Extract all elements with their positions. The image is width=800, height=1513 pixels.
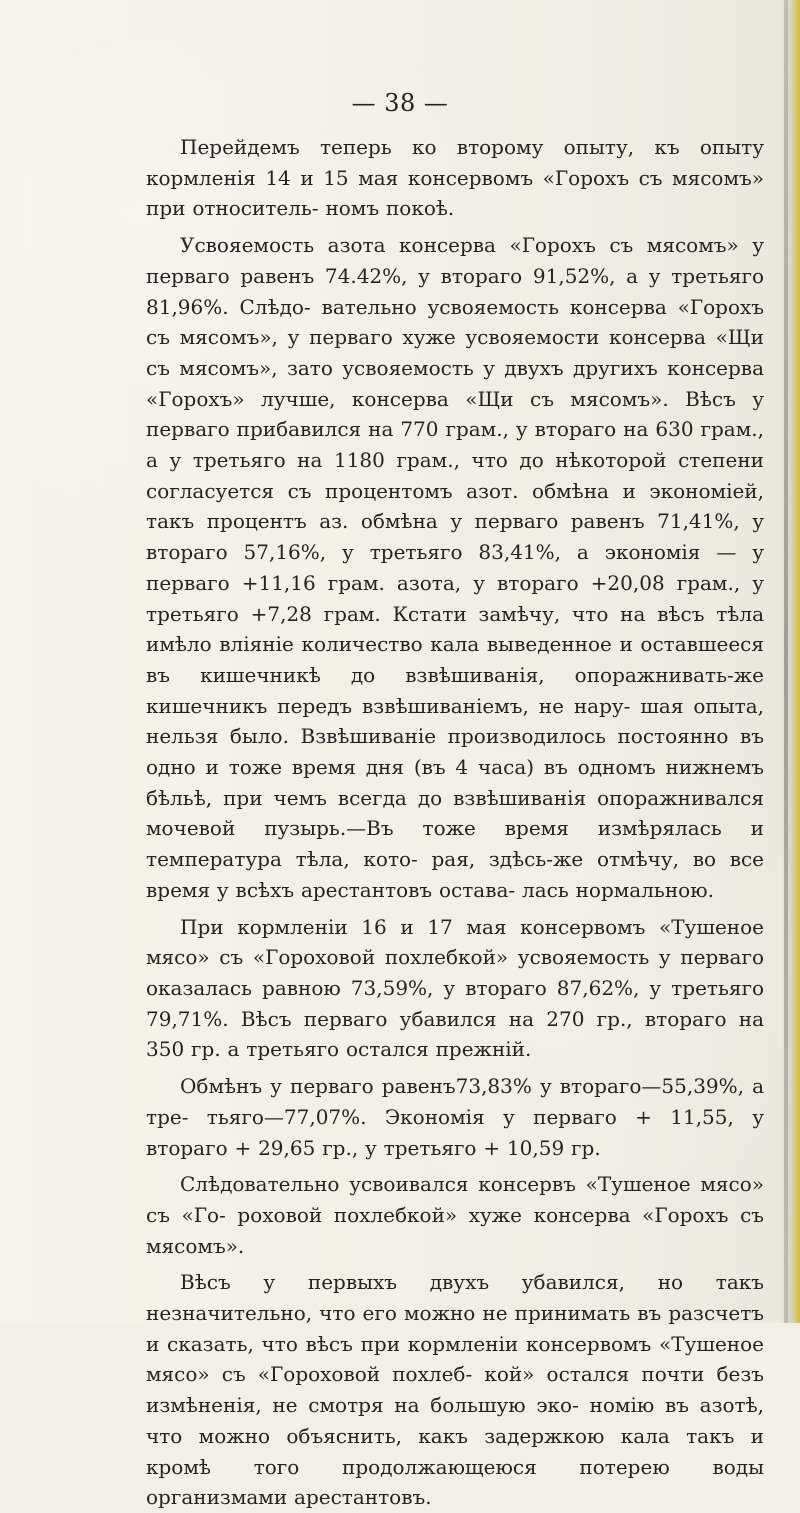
paragraph-2: Усвояемость азота консерва «Горохъ съ мясомъ» у перваго равенъ 74.42%, у втораго 91,52%, а у третьяго 81,96%. Слѣдо- вательно усвояемость консерва «Горохъ съ мясомъ», у перваго хуже усвояемости консерва «Щи съ мясомъ», зато усвояемость у двухъ другихъ консерва «Горохъ» лучше, консерва «Щи съ мясомъ». Вѣсъ у перваго прибавился на 770 грам., у втораго на 630 грам., а у третьяго на 1180 грам., что до нѣкоторой степени согласуется съ процентомъ азот. обмѣна и экономіей, такъ процентъ аз. обмѣна у перваго равенъ 71,41%, у втораго 57,16%, у третьяго 83,41%, а экономія — у перваго +11,16 грам. азота, у втораго +20,08 грам., у третьяго +7,28 грам. Кстати замѣчу, что на вѣсъ тѣла имѣло вліяніе количество кала выведенное и оставшееся въ кишечникѣ до взвѣшиванія, опоражнивать-же кишечникъ передъ взвѣшиваніемъ, не нару- шая опыта, нельзя было. Взвѣшиваніе производилось постоянно въ одно и тоже время дня (въ 4 часа) въ одномъ нижнемъ бѣльѣ, при чемъ всегда до взвѣшиванія опоражнивался мочевой пузырь.—Въ тоже время измѣрялась и температура тѣла, кото- рая, здѣсь-же отмѣчу, во все время у всѣхъ арестантовъ остава- лась нормальною. [146,233,764,902]
paragraph-1: Перейдемъ теперь ко второму опыту, къ опыту кормленія 14 и 15 мая консервомъ «Горохъ съ мясомъ» при относитель- номъ покоѣ. [146,135,764,221]
paragraph-6: Вѣсъ у первыхъ двухъ убавился, но такъ незначительно, что его можно не принимать въ разсчетъ и сказать, что вѣсъ при кормленіи консервомъ «Тушеное мясо» съ «Гороховой похлеб- кой» остался почти безъ измѣненія, не смотря на большую эко- номію въ азотѣ, что можно объяснить, какъ задержкою кала такъ и кромѣ того продолжающеюся потерею воды организмами арестантовъ. [146,1270,764,1510]
paragraph-4: Обмѣнъ у перваго равенъ73,83% у втораго—55,39%, а тре- тьяго—77,07%. Экономія у перваго + 11,55, у втораго + 29,65 гр., у третьяго + 10,59 гр. [146,1074,764,1160]
paragraph-3: При кормленіи 16 и 17 мая консервомъ «Тушеное мясо» съ «Гороховой похлебкой» усвояемость у перваго оказалась равною 73,59%, у втораго 87,62%, у третьяго 79,71%. Вѣсъ перваго убавился на 270 гр., втораго на 350 гр. а третьяго остался прежній. [146,914,764,1062]
binding-edge-line [784,0,788,1323]
paragraph-5: Слѣдовательно усвоивался консервъ «Тушеное мясо» съ «Го- роховой похлебкой» хуже консерва «Горохъ съ мясомъ». [146,1172,764,1258]
page-number: — 38 — [351,89,449,117]
main-text-block [146,132,764,1513]
